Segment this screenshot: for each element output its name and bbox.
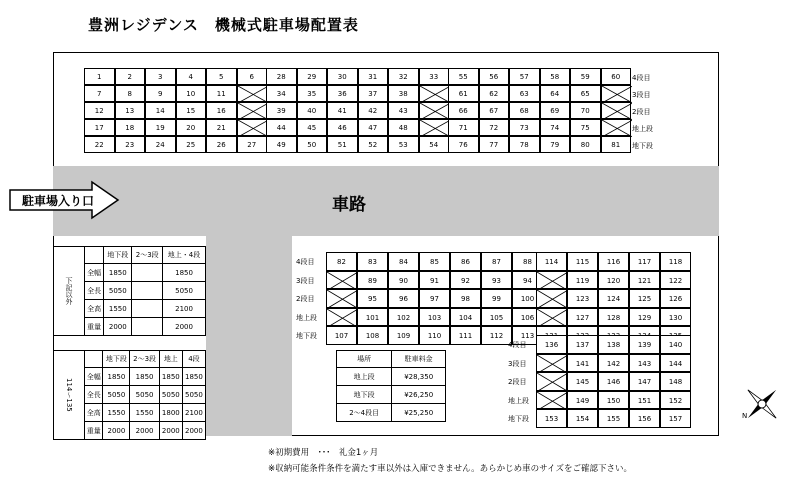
entrance-label: 駐車場入り口: [22, 194, 95, 208]
spec-value: 5050: [182, 386, 205, 404]
parking-slot: 59: [570, 68, 601, 85]
no-slot-cell: [419, 102, 450, 119]
no-slot-cell: [536, 354, 567, 373]
parking-slot: 35: [297, 85, 328, 102]
parking-slot: 30: [327, 68, 358, 85]
parking-slot: 25: [176, 136, 207, 153]
parking-slot: 144: [660, 354, 691, 373]
parking-slot: 18: [115, 119, 146, 136]
parking-slot: 155: [598, 409, 629, 428]
spec-value: [132, 282, 163, 300]
parking-slot: 39: [266, 102, 297, 119]
driveway-horizontal: [53, 166, 719, 236]
parking-slot: 8: [115, 85, 146, 102]
parking-slot: 153: [536, 409, 567, 428]
parking-slot: 26: [206, 136, 237, 153]
spec-value: [132, 318, 163, 336]
spec-value: 1800: [159, 404, 182, 422]
parking-slot: 146: [598, 372, 629, 391]
no-slot-cell: [536, 391, 567, 410]
spec-header: 地下段: [103, 351, 130, 368]
spec-row-label: 全高: [85, 300, 104, 318]
parking-slot: 152: [660, 391, 691, 410]
parking-slot: 79: [540, 136, 571, 153]
no-slot-cell: [419, 119, 450, 136]
no-slot-cell: [536, 289, 567, 308]
ground-level-divider: [448, 136, 631, 137]
page-title: 豊洲レジデンス 機械式駐車場配置表: [88, 16, 359, 34]
parking-slot: 86: [450, 252, 481, 271]
parking-slot: 93: [481, 271, 512, 290]
no-slot-cell: [536, 308, 567, 327]
parking-slot: 104: [450, 308, 481, 327]
parking-slot: 5: [206, 68, 237, 85]
parking-slot: 70: [570, 102, 601, 119]
spec-header: 地上: [159, 351, 182, 368]
parking-slot: 50: [297, 136, 328, 153]
ground-level-divider: [536, 409, 691, 410]
parking-slot: 43: [388, 102, 419, 119]
parking-slot: 36: [327, 85, 358, 102]
parking-slot: 45: [297, 119, 328, 136]
parking-slot: 63: [509, 85, 540, 102]
compass-icon: [740, 382, 784, 426]
parking-slot: 9: [145, 85, 176, 102]
ground-level-divider: [326, 326, 543, 327]
parking-slot: 20: [176, 119, 207, 136]
spec-row-label: 全長: [85, 386, 103, 404]
spec-value: 1850: [130, 368, 159, 386]
parking-slot: 142: [598, 354, 629, 373]
level-label: 地下段: [632, 142, 653, 150]
size-spec-table-general: [53, 246, 206, 336]
spec-value: 1850: [159, 368, 182, 386]
no-slot-cell: [536, 372, 567, 391]
parking-slot: 140: [660, 335, 691, 354]
spec-value: 1850: [103, 368, 130, 386]
parking-slot: 6: [237, 68, 268, 85]
parking-slot: 154: [567, 409, 598, 428]
parking-slot: 13: [115, 102, 146, 119]
no-slot-cell: [326, 289, 357, 308]
parking-slot: 109: [388, 326, 419, 345]
parking-slot: 87: [481, 252, 512, 271]
fee-header: 駐車料金: [392, 351, 446, 368]
parking-slot: 75: [570, 119, 601, 136]
parking-slot: 62: [479, 85, 510, 102]
parking-slot: 65: [570, 85, 601, 102]
no-slot-cell: [536, 271, 567, 290]
parking-slot: 42: [358, 102, 389, 119]
level-label: 4段目: [632, 74, 651, 82]
parking-slot: 22: [84, 136, 115, 153]
parking-slot: 40: [297, 102, 328, 119]
parking-slot: 136: [536, 335, 567, 354]
no-slot-cell: [326, 271, 357, 290]
parking-slot: 125: [629, 289, 660, 308]
parking-slot: 114: [536, 252, 567, 271]
level-label: 地上段: [296, 313, 317, 322]
spec-value: 5050: [130, 386, 159, 404]
parking-slot: 149: [567, 391, 598, 410]
parking-slot: 99: [481, 289, 512, 308]
fee-location: 地下段: [337, 386, 392, 404]
parking-slot: 82: [326, 252, 357, 271]
spec-value: 5050: [104, 282, 132, 300]
parking-slot: 52: [358, 136, 389, 153]
parking-slot: 69: [540, 102, 571, 119]
parking-slot: 41: [327, 102, 358, 119]
parking-slot: 88: [512, 252, 543, 271]
parking-slot: 54: [419, 136, 450, 153]
parking-slot: 53: [388, 136, 419, 153]
size-spec-table-114-135: [53, 350, 206, 440]
no-slot-cell: [237, 119, 268, 136]
parking-slot: 55: [448, 68, 479, 85]
parking-slot: 21: [206, 119, 237, 136]
level-label: 4段目: [508, 341, 527, 349]
parking-slot: 151: [629, 391, 660, 410]
parking-slot: 156: [629, 409, 660, 428]
level-label: 地上段: [632, 125, 653, 133]
parking-slot: 4: [176, 68, 207, 85]
parking-slot: 108: [357, 326, 388, 345]
parking-fee-table: [336, 350, 446, 422]
parking-slot: 95: [357, 289, 388, 308]
parking-slot: 123: [567, 289, 598, 308]
parking-slot: 60: [601, 68, 632, 85]
parking-slot: 96: [388, 289, 419, 308]
spec-row-label: 全長: [85, 282, 104, 300]
parking-slot: 48: [388, 119, 419, 136]
fee-location: 2～4段目: [337, 404, 392, 422]
level-label: 地下段: [296, 332, 317, 340]
parking-slot: 119: [567, 271, 598, 290]
parking-slot: 27: [237, 136, 268, 153]
spec-header: 2～3段: [132, 247, 163, 264]
parking-slot: 58: [540, 68, 571, 85]
note-initial-cost: ※初期費用 ･･･ 礼金1ヶ月: [268, 448, 379, 458]
spec-row-label: 重量: [85, 422, 103, 440]
parking-slot: 57: [509, 68, 540, 85]
parking-slot: 150: [598, 391, 629, 410]
parking-slot: 126: [660, 289, 691, 308]
parking-slot: 147: [629, 372, 660, 391]
no-slot-cell: [326, 308, 357, 327]
level-label: 地下段: [508, 415, 529, 423]
spec-value: 5050: [103, 386, 130, 404]
level-label: 2段目: [296, 295, 315, 303]
parking-slot: 12: [84, 102, 115, 119]
spec-value: 1550: [104, 300, 132, 318]
parking-slot: 138: [598, 335, 629, 354]
parking-slot: 51: [327, 136, 358, 153]
ground-level-divider: [536, 326, 691, 327]
parking-slot: 116: [598, 252, 629, 271]
parking-slot: 68: [509, 102, 540, 119]
level-label: 4段目: [296, 258, 315, 266]
note-vehicle-size: ※収納可能条件条件を満たす車以外は入庫できません。あらかじめ車のサイズをご確認下さい。: [268, 464, 632, 474]
parking-slot: 100: [512, 289, 543, 308]
parking-slot: 130: [660, 308, 691, 327]
parking-slot: 1: [84, 68, 115, 85]
parking-slot: 73: [509, 119, 540, 136]
parking-slot: 124: [598, 289, 629, 308]
parking-slot: 64: [540, 85, 571, 102]
parking-slot: 107: [326, 326, 357, 345]
parking-slot: 38: [388, 85, 419, 102]
spec-value: 1850: [104, 264, 132, 282]
parking-slot: 139: [629, 335, 660, 354]
parking-slot: 56: [479, 68, 510, 85]
parking-slot: 7: [84, 85, 115, 102]
parking-slot: 31: [358, 68, 389, 85]
parking-slot: 2: [115, 68, 146, 85]
parking-slot: 61: [448, 85, 479, 102]
parking-slot: 111: [450, 326, 481, 345]
level-label: 3段目: [632, 91, 651, 99]
parking-slot: 91: [419, 271, 450, 290]
parking-slot: 19: [145, 119, 176, 136]
spec-side-label: 下記以外: [54, 247, 85, 336]
parking-slot: 80: [570, 136, 601, 153]
spec-value: 2000: [103, 422, 130, 440]
spec-header: 地下段: [104, 247, 132, 264]
spec-header: 地上・4段: [163, 247, 206, 264]
spec-header: 2～3段: [130, 351, 159, 368]
parking-slot: 145: [567, 372, 598, 391]
parking-slot: 101: [357, 308, 388, 327]
spec-value: 2100: [182, 404, 205, 422]
parking-slot: 105: [481, 308, 512, 327]
parking-slot: 106: [512, 308, 543, 327]
spec-value: 1550: [103, 404, 130, 422]
parking-slot: 23: [115, 136, 146, 153]
fee-amount: ¥26,250: [392, 386, 446, 404]
parking-slot: 157: [660, 409, 691, 428]
parking-slot: 113: [512, 326, 543, 345]
spec-value: 2000: [104, 318, 132, 336]
spec-row-label: 全幅: [85, 368, 103, 386]
spec-header: [85, 351, 103, 368]
parking-slot: 15: [176, 102, 207, 119]
spec-value: [132, 300, 163, 318]
spec-row-label: 全幅: [85, 264, 104, 282]
fee-header: 場所: [337, 351, 392, 368]
parking-slot: 49: [266, 136, 297, 153]
parking-slot: 28: [266, 68, 297, 85]
compass-north-label: N: [742, 412, 748, 420]
parking-slot: 72: [479, 119, 510, 136]
parking-slot: 121: [629, 271, 660, 290]
parking-slot: 78: [509, 136, 540, 153]
parking-slot: 97: [419, 289, 450, 308]
parking-slot: 103: [419, 308, 450, 327]
parking-slot: 117: [629, 252, 660, 271]
parking-slot: 37: [358, 85, 389, 102]
no-slot-cell: [601, 119, 632, 136]
parking-slot: 122: [660, 271, 691, 290]
spec-value: 5050: [163, 282, 206, 300]
spec-value: 2000: [163, 318, 206, 336]
spec-side-label: 114～135: [54, 351, 85, 440]
entrance-arrow: [8, 180, 120, 220]
level-label: 2段目: [508, 378, 527, 386]
spec-value: 1850: [163, 264, 206, 282]
parking-slot: 98: [450, 289, 481, 308]
parking-slot: 34: [266, 85, 297, 102]
parking-slot: 129: [629, 308, 660, 327]
parking-slot: 83: [357, 252, 388, 271]
spec-value: 2000: [159, 422, 182, 440]
parking-slot: 90: [388, 271, 419, 290]
level-label: 3段目: [296, 276, 315, 285]
parking-slot: 84: [388, 252, 419, 271]
parking-slot: 137: [567, 335, 598, 354]
parking-slot: 94: [512, 271, 543, 290]
parking-slot: 16: [206, 102, 237, 119]
parking-slot: 120: [598, 271, 629, 290]
no-slot-cell: [601, 85, 632, 102]
spec-header: [85, 247, 104, 264]
ground-level-divider: [266, 136, 449, 137]
fee-amount: ¥28,350: [392, 368, 446, 386]
level-label: 地上段: [508, 396, 529, 405]
parking-slot: 14: [145, 102, 176, 119]
fee-location: 地上段: [337, 368, 392, 386]
parking-slot: 77: [479, 136, 510, 153]
parking-slot: 85: [419, 252, 450, 271]
parking-slot: 10: [176, 85, 207, 102]
ground-level-divider: [84, 136, 267, 137]
parking-slot: 33: [419, 68, 450, 85]
parking-slot: 24: [145, 136, 176, 153]
level-label: 3段目: [508, 359, 527, 368]
spec-value: 2000: [130, 422, 159, 440]
parking-slot: 110: [419, 326, 450, 345]
spec-value: 2100: [163, 300, 206, 318]
no-slot-cell: [237, 102, 268, 119]
no-slot-cell: [601, 102, 632, 119]
parking-slot: 71: [448, 119, 479, 136]
parking-slot: 81: [601, 136, 632, 153]
driveway-vertical: [206, 236, 292, 436]
parking-slot: 102: [388, 308, 419, 327]
parking-slot: 118: [660, 252, 691, 271]
spec-row-label: 重量: [85, 318, 104, 336]
parking-slot: 46: [327, 119, 358, 136]
parking-slot: 74: [540, 119, 571, 136]
parking-slot: 29: [297, 68, 328, 85]
spec-header: 4段: [182, 351, 205, 368]
parking-slot: 76: [448, 136, 479, 153]
parking-slot: 66: [448, 102, 479, 119]
parking-slot: 32: [388, 68, 419, 85]
fee-amount: ¥25,250: [392, 404, 446, 422]
level-label: 2段目: [632, 108, 651, 116]
spec-row-label: 全高: [85, 404, 103, 422]
parking-slot: 112: [481, 326, 512, 345]
parking-slot: 11: [206, 85, 237, 102]
spec-value: 5050: [159, 386, 182, 404]
parking-slot: 141: [567, 354, 598, 373]
parking-slot: 47: [358, 119, 389, 136]
parking-slot: 128: [598, 308, 629, 327]
parking-slot: 127: [567, 308, 598, 327]
parking-slot: 115: [567, 252, 598, 271]
spec-value: [132, 264, 163, 282]
spec-value: 1850: [182, 368, 205, 386]
parking-slot: 143: [629, 354, 660, 373]
parking-slot: 148: [660, 372, 691, 391]
parking-slot: 44: [266, 119, 297, 136]
parking-slot: 17: [84, 119, 115, 136]
parking-slot: 92: [450, 271, 481, 290]
parking-slot: 67: [479, 102, 510, 119]
parking-slot: 3: [145, 68, 176, 85]
no-slot-cell: [419, 85, 450, 102]
no-slot-cell: [237, 85, 268, 102]
road-label: 車路: [332, 195, 366, 215]
spec-value: 1550: [130, 404, 159, 422]
parking-slot: 89: [357, 271, 388, 290]
spec-value: 2000: [182, 422, 205, 440]
